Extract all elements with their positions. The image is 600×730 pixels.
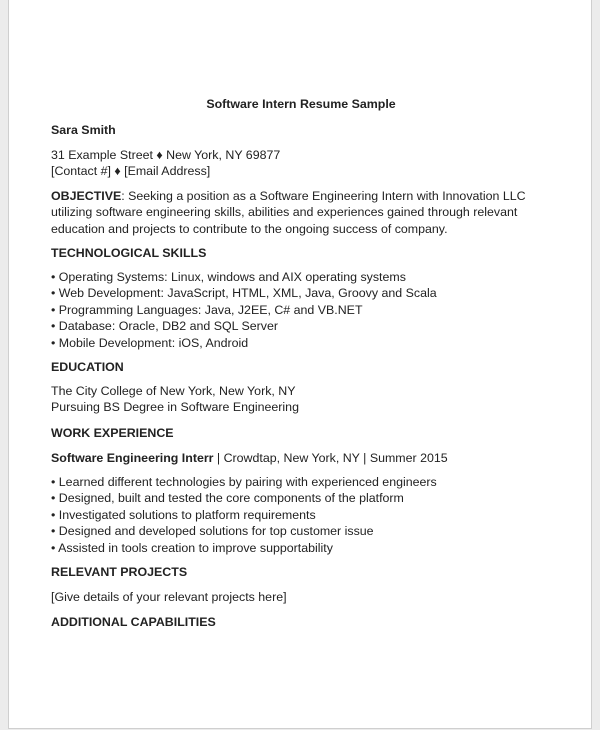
capabilities-heading: ADDITIONAL CAPABILITIES xyxy=(51,615,216,629)
list-item: • Database: Oracle, DB2 and SQL Server xyxy=(51,319,279,334)
objective-label: OBJECTIVE xyxy=(51,189,122,203)
list-item: • Investigated solutions to platform requirements xyxy=(51,507,316,522)
degree-line: Pursuing BS Degree in Software Engineering xyxy=(51,400,299,415)
work-heading: WORK EXPERIENCE xyxy=(51,426,174,440)
contact-line: [Contact #] ♦ [Email Address] xyxy=(51,164,211,179)
work-list xyxy=(51,474,571,556)
projects-text: [Give details of your relevant projects here] xyxy=(51,590,287,604)
list-item: • Designed, built and tested the core components of the platform xyxy=(51,491,404,506)
address-line: 31 Example Street ♦ New York, NY 69877 xyxy=(51,148,281,162)
job-details: | Crowdtap, New York, NY | Summer 2015 xyxy=(213,451,448,465)
list-item: • Operating Systems: Linux, windows and AIX operating systems xyxy=(51,270,406,284)
candidate-name: Sara Smith xyxy=(51,123,116,137)
education-details xyxy=(51,383,571,416)
list-item: • Designed and developed solutions for top customer issue xyxy=(51,524,374,539)
skills-heading: TECHNOLOGICAL SKILLS xyxy=(51,246,207,260)
list-item: • Mobile Development: iOS, Android xyxy=(51,335,249,350)
school-line: The City College of New York, New York, NY xyxy=(51,384,296,398)
list-item: • Learned different technologies by pairing with experienced engineers xyxy=(51,475,437,489)
projects-heading: RELEVANT PROJECTS xyxy=(51,565,188,579)
list-item: • Programming Languages: Java, J2EE, C# and VB.NET xyxy=(51,302,363,317)
objective-text: : Seeking a position as a Software Engineering Intern with Innovation LLC utilizing software engineering skills, abilities and experiences gained through relevant education and projects to contribute to the ongoing success of company. xyxy=(51,189,526,236)
list-item: • Web Development: JavaScript, HTML, XML, Java, Groovy and Scala xyxy=(51,286,437,301)
job-role: Software Engineering Interr xyxy=(51,451,214,465)
education-heading: EDUCATION xyxy=(51,360,124,374)
list-item: • Assisted in tools creation to improve supportability xyxy=(51,540,333,555)
skills-list xyxy=(51,269,571,351)
contact-block xyxy=(51,147,571,180)
document-title: Software Intern Resume Sample xyxy=(206,97,396,111)
job-title-line xyxy=(51,450,571,466)
objective-section xyxy=(51,188,561,237)
resume-page xyxy=(8,0,592,729)
